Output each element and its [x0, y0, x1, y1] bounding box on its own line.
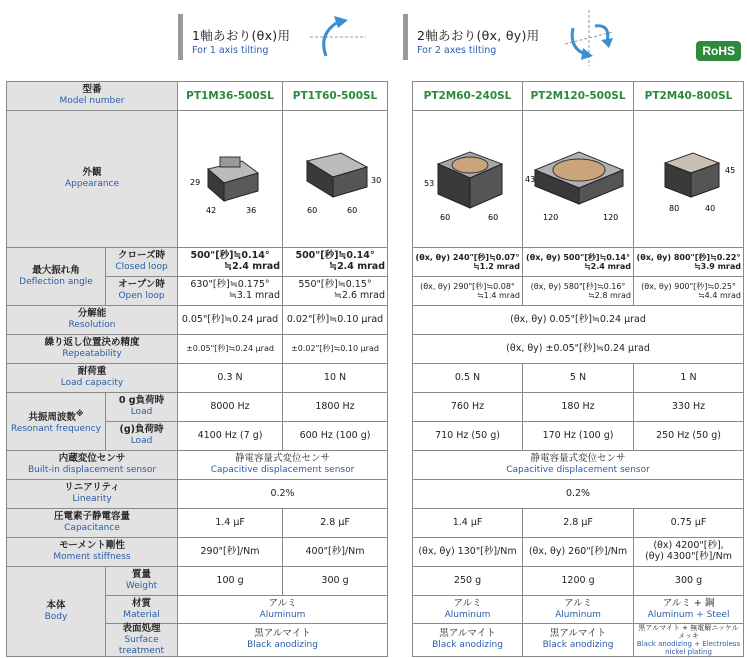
open-pt2m40: (θx, θy) 900"[秒]≒0.25° ≒4.4 mrad [634, 277, 744, 306]
cap-pt2m120: 2.8 μF [523, 509, 634, 538]
svg-text:120: 120 [543, 213, 559, 222]
row-weight [7, 567, 744, 596]
row-resolution [7, 306, 744, 335]
row-linearity [7, 480, 744, 509]
closed-pt2m60: (θx, θy) 240"[秒]≒0.07° ≒1.2 mrad [413, 248, 523, 277]
product-image-pt2m120 [523, 111, 634, 248]
label-body: 本体 Body [7, 567, 106, 657]
label-load-g: (g)負荷時 Load [106, 422, 178, 451]
label-linearity: リニアリティ Linearity [7, 480, 178, 509]
model-pt2m60: PT2M60-240SL [413, 82, 523, 111]
svg-text:36: 36 [246, 206, 257, 215]
row-load-capacity [7, 364, 744, 393]
cap-pt2m40: 0.75 μF [634, 509, 744, 538]
label-load-0g: 0 g負荷時 Load [106, 393, 178, 422]
open-pt2m60: (θx, θy) 290"[秒]≒0.08° ≒1.4 mrad [413, 277, 523, 306]
load-pt2m40: 1 N [634, 364, 744, 393]
surface-pt2m120: 黒アルマイト Black anodizing [523, 624, 634, 657]
material-pt2m60: アルミ Aluminum [413, 596, 523, 624]
weight-pt1m36: 100 g [178, 567, 283, 596]
open-pt1t60: 550"[秒]≒0.15° ≒2.6 mrad [283, 277, 388, 306]
resg-pt2m120: 170 Hz (100 g) [523, 422, 634, 451]
group-gap [388, 82, 413, 657]
res0-pt2m120: 180 Hz [523, 393, 634, 422]
header-1axis-jp: 1軸あおり(θx)用 [192, 28, 291, 43]
surface-pt2m60: 黒アルマイト Black anodizing [413, 624, 523, 657]
header-1axis [178, 0, 378, 76]
material-1axis: アルミ Aluminum [178, 596, 388, 624]
label-repeatability: 繰り返し位置決め精度 Repeatability [7, 335, 178, 364]
linearity-1axis: 0.2% [178, 480, 388, 509]
cap-pt1t60: 2.8 μF [283, 509, 388, 538]
repeatability-2axis: (θx, θy) ±0.05"[秒]≒0.24 μrad [413, 335, 744, 364]
stiff-pt1m36: 290"[秒]/Nm [178, 538, 283, 567]
svg-text:29: 29 [190, 178, 201, 187]
res0-pt1t60: 1800 Hz [283, 393, 388, 422]
load-pt1t60: 10 N [283, 364, 388, 393]
label-stiffness: モーメント剛性 Moment stiffness [7, 538, 178, 567]
closed-pt2m120: (θx, θy) 500"[秒]≒0.14° ≒2.4 mrad [523, 248, 634, 277]
row-model [7, 82, 744, 111]
resg-pt2m60: 710 Hz (50 g) [413, 422, 523, 451]
material-pt2m40: アルミ + 鋼 Aluminum + Steel [634, 596, 744, 624]
stiff-pt2m120: (θx, θy) 260"[秒]/Nm [523, 538, 634, 567]
weight-pt2m40: 300 g [634, 567, 744, 596]
header-2axis-en: For 2 axes tilting [417, 45, 497, 56]
res0-pt2m60: 760 Hz [413, 393, 523, 422]
label-resolution: 分解能 Resolution [7, 306, 178, 335]
header-2axis-jp: 2軸あおり(θx, θy)用 [417, 28, 540, 43]
cap-pt2m60: 1.4 μF [413, 509, 523, 538]
svg-text:43: 43 [525, 175, 536, 184]
header-2axis [403, 0, 603, 76]
weight-pt2m120: 1200 g [523, 567, 634, 596]
resolution-pt1t60: 0.02"[秒]≒0.10 μrad [283, 306, 388, 335]
svg-text:40: 40 [704, 204, 715, 213]
svg-text:60: 60 [347, 206, 358, 215]
model-pt1t60: PT1T60-500SL [283, 82, 388, 111]
label-material: 材質 Material [106, 596, 178, 624]
product-image-pt2m40 [634, 111, 744, 248]
label-open-loop: オープン時 Open loop [106, 277, 178, 306]
surface-1axis: 黒アルマイト Black anodizing [178, 624, 388, 657]
res0-pt1m36: 8000 Hz [178, 393, 283, 422]
sensor-2axis: 静電容量式変位センサ Capacitive displacement sensor [413, 451, 744, 480]
row-open-loop [7, 277, 744, 306]
svg-text:53: 53 [423, 179, 434, 188]
model-pt2m40: PT2M40-800SL [634, 82, 744, 111]
row-material [7, 596, 744, 624]
label-model: 型番 Model number [7, 82, 178, 111]
header-1axis-en: For 1 axis tilting [192, 45, 269, 56]
weight-pt1t60: 300 g [283, 567, 388, 596]
two-axis-rotation-icon [561, 8, 617, 68]
resg-pt1m36: 4100 Hz (7 g) [178, 422, 283, 451]
closed-pt1t60: 500"[秒]≒0.14° ≒2.4 mrad [283, 248, 388, 277]
resg-pt2m40: 250 Hz (50 g) [634, 422, 744, 451]
linearity-2axis: 0.2% [413, 480, 744, 509]
svg-text:42: 42 [206, 206, 217, 215]
svg-text:60: 60 [439, 213, 450, 222]
load-pt2m60: 0.5 N [413, 364, 523, 393]
resg-pt1t60: 600 Hz (100 g) [283, 422, 388, 451]
row-surface [7, 624, 744, 657]
rohs-badge: RoHS [696, 41, 741, 61]
row-repeatability [7, 335, 744, 364]
row-resonant-0g [7, 393, 744, 422]
header-bar [178, 14, 183, 60]
repeatability-pt1m36: ±0.05"[秒]≒0.24 μrad [178, 335, 283, 364]
svg-text:60: 60 [487, 213, 498, 222]
stage-drawing [639, 139, 739, 219]
resolution-pt1m36: 0.05"[秒]≒0.24 μrad [178, 306, 283, 335]
label-deflection: 最大振れ角 Deflection angle [7, 248, 106, 306]
row-closed-loop [7, 248, 744, 277]
load-pt1m36: 0.3 N [178, 364, 283, 393]
row-resonant-g [7, 422, 744, 451]
model-pt2m120: PT2M120-500SL [523, 82, 634, 111]
svg-text:60: 60 [307, 206, 318, 215]
product-image-pt1t60 [283, 111, 388, 248]
row-sensor [7, 451, 744, 480]
label-surface: 表面処理 Surface treatment [106, 624, 178, 657]
stiff-pt1t60: 400"[秒]/Nm [283, 538, 388, 567]
weight-pt2m60: 250 g [413, 567, 523, 596]
stage-drawing [180, 139, 280, 219]
row-appearance [7, 111, 744, 248]
material-pt2m120: アルミ Aluminum [523, 596, 634, 624]
stage-drawing [525, 134, 631, 224]
label-closed-loop: クローズ時 Closed loop [106, 248, 178, 277]
label-weight: 質量 Weight [106, 567, 178, 596]
sensor-1axis: 静電容量式変位センサ Capacitive displacement sensor [178, 451, 388, 480]
res0-pt2m40: 330 Hz [634, 393, 744, 422]
rotation-arrow-icon [308, 12, 368, 62]
label-load-capacity: 耐荷重 Load capacity [7, 364, 178, 393]
stiff-pt2m60: (θx, θy) 130"[秒]/Nm [413, 538, 523, 567]
product-image-pt2m60 [413, 111, 523, 248]
closed-pt1m36: 500"[秒]≒0.14° ≒2.4 mrad [178, 248, 283, 277]
spec-table [6, 81, 744, 657]
label-capacitance: 圧電素子静電容量 Capacitance [7, 509, 178, 538]
row-capacitance [7, 509, 744, 538]
row-stiffness [7, 538, 744, 567]
open-pt2m120: (θx, θy) 580"[秒]≒0.16° ≒2.8 mrad [523, 277, 634, 306]
closed-pt2m40: (θx, θy) 800"[秒]≒0.22° ≒3.9 mrad [634, 248, 744, 277]
product-image-pt1m36 [178, 111, 283, 248]
svg-text:120: 120 [603, 213, 619, 222]
surface-pt2m40: 黒アルマイト + 無電解ニッケルメッキ Black anodizing + Electroless nickel plating [634, 624, 744, 657]
open-pt1m36: 630"[秒]≒0.175° ≒3.1 mrad [178, 277, 283, 306]
model-pt1m36: PT1M36-500SL [178, 82, 283, 111]
label-resonant: 共振周波数※ Resonant frequency [7, 393, 106, 451]
svg-text:30: 30 [371, 176, 382, 185]
stiff-pt2m40: (θx) 4200"[秒], (θy) 4300"[秒]/Nm [634, 538, 744, 567]
label-appearance: 外観 Appearance [7, 111, 178, 248]
stage-drawing [285, 139, 385, 219]
cap-pt1m36: 1.4 μF [178, 509, 283, 538]
load-pt2m120: 5 N [523, 364, 634, 393]
svg-text:45: 45 [724, 166, 735, 175]
repeatability-pt1t60: ±0.02"[秒]≒0.10 μrad [283, 335, 388, 364]
svg-text:80: 80 [668, 204, 679, 213]
stage-drawing [418, 134, 518, 224]
resolution-2axis: (θx, θy) 0.05"[秒]≒0.24 μrad [413, 306, 744, 335]
header-bar [403, 14, 408, 60]
label-sensor: 内蔵変位センサ Built-in displacement sensor [7, 451, 178, 480]
